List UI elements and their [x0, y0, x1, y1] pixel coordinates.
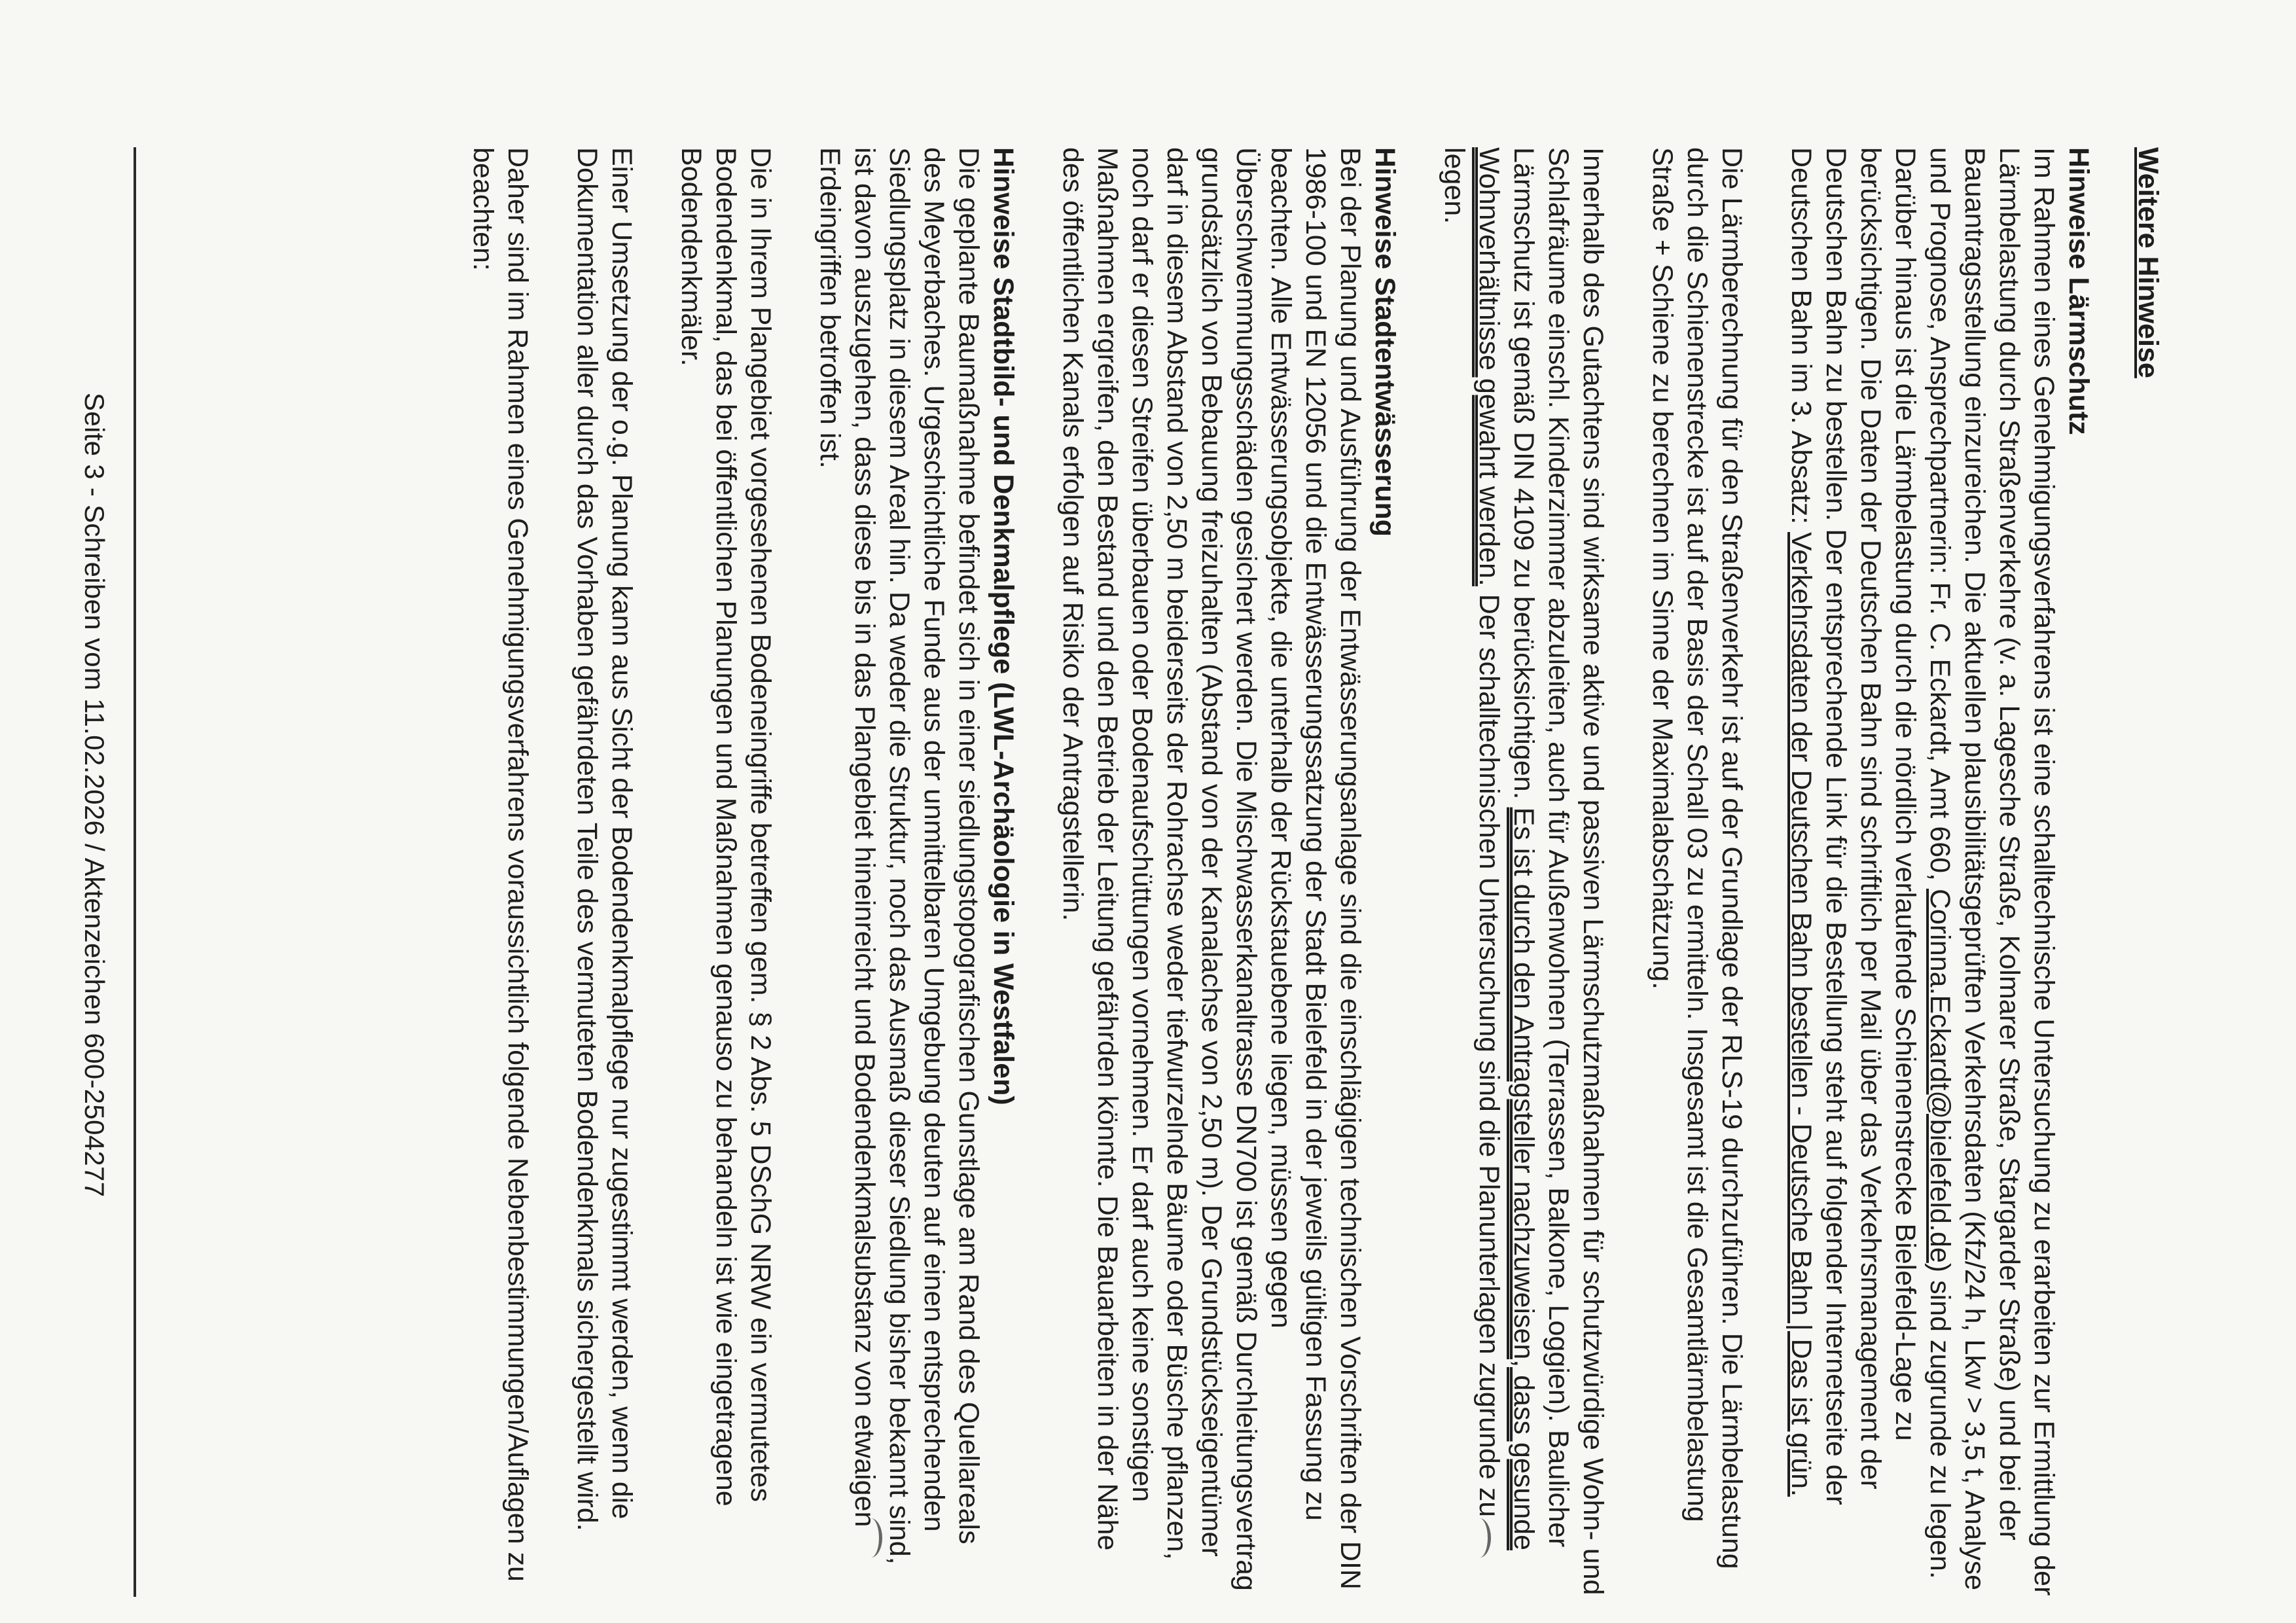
denkmal-paragraph-2: Die in Ihrem Plangebiet vorgesehenen Bodeneingriffe betreffen gem. § 2 Abs. 5 DSchG NRW ein vermutetes Bodendenkmal, das bei öffentlichen Planungen und Maßnahmen genauso zu behandeln ist wie eingetragene Bodendenkmäler.: [675, 147, 776, 1507]
section-title: Weitere Hinweise: [2132, 147, 2164, 378]
bahn-link[interactable]: Verkehrsdaten der Deutschen Bahn bestellen - Deutsche Bahn | Das ist grün.: [1785, 532, 1817, 1497]
denkmal-paragraph-3: Einer Umsetzung der o.g. Planung kann aus Sicht der Bodendenkmalpflege nur zugestimmt werden, wenn die Dokumentation aller durch das Vorhaben gefährdeten Teile des vermuteten Bodendenkmals sichergestellt wird.: [571, 147, 637, 1531]
denkmal-paragraph-1: Hinweise Stadtbild- und Denkmalpflege (LWL-Archäologie in Westfalen) Die geplante Baumaßnahme befindet sich in einer siedlungstopografischen Gunstlage am Rand des Quellareals des Meyerbaches. Urgeschichtliche Funde aus der unmittelbaren Umgebung deuten auf einen entsprechenden Siedlungsplatz in diesem Areal hin. Da weder die Struktur, noch das Ausmaß dieser Siedlung bisher bekannt sind, ist davon auszugehen, dass diese bis in das Plangebiet hineinreicht und Bodendenkmalsubstanz von etwaigen Erdeingriffen betroffen ist.: [812, 147, 1020, 1597]
laermschutz-paragraph-3: Innerhalb des Gutachtens sind wirksame aktive und passiven Lärmschutzmaßnahmen für schutzwürdige Wohn- und Schlafräume einschl. Kinderzimmer abzuleiten, auch für Außenwohnen (Terrassen, Balkone, Loggien). Baulicher Lärmschutz ist gemäß DIN 4109 zu berücksichtigen. Es ist durch den Antragsteller nachzuweisen, dass gesunde Wohnverhältnisse gewahrt werden. Der schalltechnischen Untersuchung sind die Planunterlagen zugrunde zu legen.: [1439, 147, 1609, 1596]
emphasis-requirement: Es ist durch den Antragsteller nachzuweisen, dass gesunde Wohnverhältnisse gewahrt werden.: [1473, 147, 1539, 1550]
denkmal-heading: Hinweise Stadtbild- und Denkmalpflege (LWL-Archäologie in Westfalen): [988, 147, 1019, 1105]
laermschutz-heading: Hinweise Lärmschutz: [2063, 147, 2094, 435]
header-rule: [134, 147, 136, 1597]
email-link[interactable]: Corinna.Eckardt@bielefeld.de: [1924, 888, 1956, 1263]
laermschutz-paragraph-2: Die Lärmberechnung für den Straßenverkehr ist auf der Grundlage der RLS-19 durchzuführen. Die Lärmbelastung durch die Schienenstrecke ist auf der Basis der Schall 03 zu ermitteln. Insgesamt ist die Gesamtlärmbelastung Straße + Schiene zu berechnen im Sinne der Maximalabschätzung.: [1647, 147, 1748, 1569]
entwaesserung-heading: Hinweise Stadtentwässerung: [1369, 147, 1401, 537]
denkmal-paragraph-4: Daher sind im Rahmen eines Genehmigungsverfahrens voraussichtlich folgende Nebenbestimmungen/Auflagen zu beachten:: [467, 147, 533, 1582]
laermschutz-paragraph-1: Hinweise Lärmschutz Im Rahmen eines Genehmigungsverfahrens ist eine schalltechnische Untersuchung zu erarbeiten zur Ermittlung der Lärmbelastung durch Straßenverkehre (v. a. Lagesche Straße, Kolmarer Straße, Stargarder Straße) und bei der Bauantragsstellung einzureichen. Die aktuellen plausibilitätsgeprüften Verkehrsdaten (Kfz/24 h, Lkw > 3,5 t, Analyse und Prognose, Ansprechpartnerin: Fr. C. Eckardt, Amt 660, Corinna.Eckardt@bielefeld.de) sind zugrunde zu legen. Darüber hinaus ist die Lärmbelastung durch die nördlich verlaufende Schienenstrecke Bielefeld-Lage zu berücksichtigen. Die Daten der Deutschen Bahn sind schriftlich per Mail über das Verkehrsmanagement der Deutschen Bahn zu bestellen. Der entsprechende Link für die Bestellung steht auf folgender Internetseite der Deutschen Bahn im 3. Absatz: Verkehrsdaten der Deutschen Bahn bestellen - Deutsche Bahn | Das ist grün.: [1785, 147, 2094, 1596]
entwaesserung-paragraph: Hinweise Stadtentwässerung Bei der Planung und Ausführung der Entwässerungsanlage sind die einschlägigen technischen Vorschriften der DIN 1986-100 und EN 12056 und die Entwässerungssatzung der Stadt Bielefeld in der jeweils gültigen Fassung zu beachten. Alle Entwässerungsobjekte, die unterhalb der Rückstauebene liegen, müssen gegen Überschwemmungsschäden gesichert werden. Die Mischwasserkanaltrasse DN700 ist gemäß Durchleitungsvertrag grundsätzlich von Bebauung freizuhalten (Abstand von der Kanalachse von 2,50 m). Der Grundstückseigentümer darf in diesem Abstand von 2,50 m beiderseits der Rohrachse weder tiefwurzelnde Bäume oder Büsche pflanzen, noch darf er diesen Streifen überbauen oder Bodenaufschüttungen vornehmen. Er darf auch keine sonstigen Maßnahmen ergreifen, den Bestand und den Betrieb der Leitung gefährden könnte. Die Bauarbeiten in der Nähe des öffentlichen Kanals erfolgen auf Risiko der Antragstellerin.: [1055, 147, 1402, 1597]
page-header: Seite 3 - Schreiben vom 11.02.2026 / Aktenzeichen 600-2504277: [79, 393, 110, 1198]
letter-body: [431, 147, 2165, 1597]
